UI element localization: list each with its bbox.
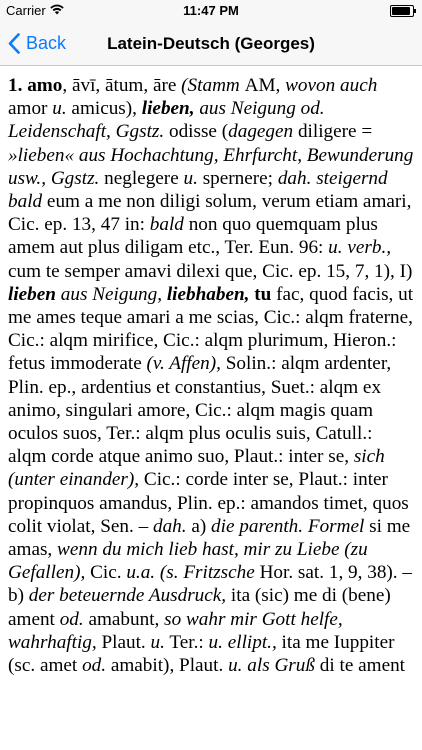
back-label: Back	[26, 33, 67, 53]
entry-segment: die parenth. Formel	[211, 515, 365, 537]
entry-segment: dah. steigernd bald	[8, 167, 388, 213]
status-time: 11:47 PM	[183, 3, 239, 18]
entry-segment: si me amas,	[8, 515, 411, 561]
dictionary-entry	[0, 66, 422, 677]
entry-segment: non quo quemquam plus amem aut plus diligam etc., Ter. Eun. 96:	[8, 214, 378, 259]
entry-segment: ita me Iuppiter (sc. amet	[8, 631, 395, 677]
entry-segment: Cic.: corde inter se, Plaut.: inter propinquos amandus, Plin. ep.: amandos timet, quos colit violat, Sen. –	[8, 469, 409, 537]
entry-segment: neglegere	[99, 167, 184, 189]
entry-segment: , āvī, ātum, āre	[62, 75, 182, 96]
entry-segment: odisse (	[164, 121, 229, 143]
entry-segment: wenn du mich lieb hast, mir zu Liebe (zu Gefallen),	[8, 539, 368, 584]
entry-segment: tu	[254, 283, 272, 305]
entry-segment: a)	[186, 515, 212, 537]
entry-segment: lieben,	[141, 98, 195, 120]
entry-segment: Hor. sat. 1, 9, 38). – b)	[8, 562, 412, 607]
entry-segment: cum te semper amavi dilexi que, Cic. ep. 15, 7, 1), I)	[8, 260, 413, 282]
entry-segment: Ter.:	[164, 631, 209, 653]
entry-segment: eum a me non diligi solum, verum etiam amari, Cic. ep. 13, 47 in:	[8, 191, 412, 236]
entry-segment: od.	[59, 608, 84, 630]
battery-icon	[390, 5, 414, 17]
entry-segment: so wahr mir Gott helfe, wahrhaftig,	[8, 608, 343, 653]
entry-segment: amabunt,	[83, 608, 165, 630]
entry-segment: u. ellipt.,	[208, 631, 277, 653]
entry-segment: Solin.: alqm ardenter, Plin. ep., ardentius et constantius, Suet.: alqm ex animo, singulari amore, Cic.: alqm magis quam oculos suos, Ter.: alqm plus oculis suis, Catull.: alqm corde atque animo suo, Plaut.: inter se,	[8, 353, 392, 468]
entry-segment: u. als Gruß	[228, 655, 315, 677]
entry-segment: amicus),	[66, 98, 142, 120]
entry-segment: fac, quod facis, ut me ames teque amari a me scias, Cic.: alqm fraterne, Cic.: alqm mirifice, Cic.: alqm plurimum, Hieron.: fetus immoderate	[8, 283, 414, 375]
entry-segment: u.	[183, 167, 198, 189]
entry-segment: dah.	[152, 515, 187, 537]
status-bar	[0, 0, 422, 22]
entry-segment: sich (unter einander),	[8, 446, 385, 491]
entry-segment: u.	[150, 631, 165, 653]
entry-segment: Plaut.	[96, 631, 151, 653]
navigation-bar	[0, 22, 422, 66]
entry-segment: ita (sic) me di (bene) ament	[8, 585, 391, 630]
entry-segment: aus Neigung,	[60, 283, 163, 305]
entry-segment: amabit), Plaut.	[106, 655, 229, 677]
entry-segment: u.a. (s. Fritzsche	[126, 562, 255, 584]
status-right	[390, 5, 414, 17]
entry-segment: wovon auch	[285, 75, 378, 96]
entry-segment: bald	[149, 214, 184, 236]
entry-segment: u.	[52, 98, 67, 120]
entry-segment: »lieben« aus Hochachtung, Ehrfurcht, Bewunderung usw., Ggstz.	[8, 144, 414, 189]
entry-segment: der beteuernde Ausdruck,	[28, 585, 227, 607]
entry-segment: diligere =	[293, 121, 373, 143]
entry-segment: od.	[82, 655, 107, 677]
carrier-label: Carrier	[6, 3, 46, 18]
entry-segment: (Stamm	[181, 75, 245, 96]
entry-segment: liebhaben,	[166, 283, 250, 305]
entry-segment: AM,	[244, 75, 286, 96]
entry-segment: spernere;	[197, 167, 278, 189]
entry-segment: 1. amo	[8, 75, 63, 96]
entry-segment: dagegen	[228, 121, 294, 143]
entry-segment: u. verb.,	[328, 237, 392, 259]
entry-segment: lieben	[8, 283, 56, 305]
entry-segment: (v. Affen),	[146, 353, 221, 375]
entry-segment: di te ament	[314, 655, 406, 677]
entry-segment: Cic.	[85, 562, 127, 584]
entry-segment: aus Neigung od. Leidenschaft, Ggstz.	[8, 98, 325, 143]
page-title: Latein-Deutsch (Georges)	[107, 34, 315, 53]
entry-segment: amor	[8, 98, 53, 120]
